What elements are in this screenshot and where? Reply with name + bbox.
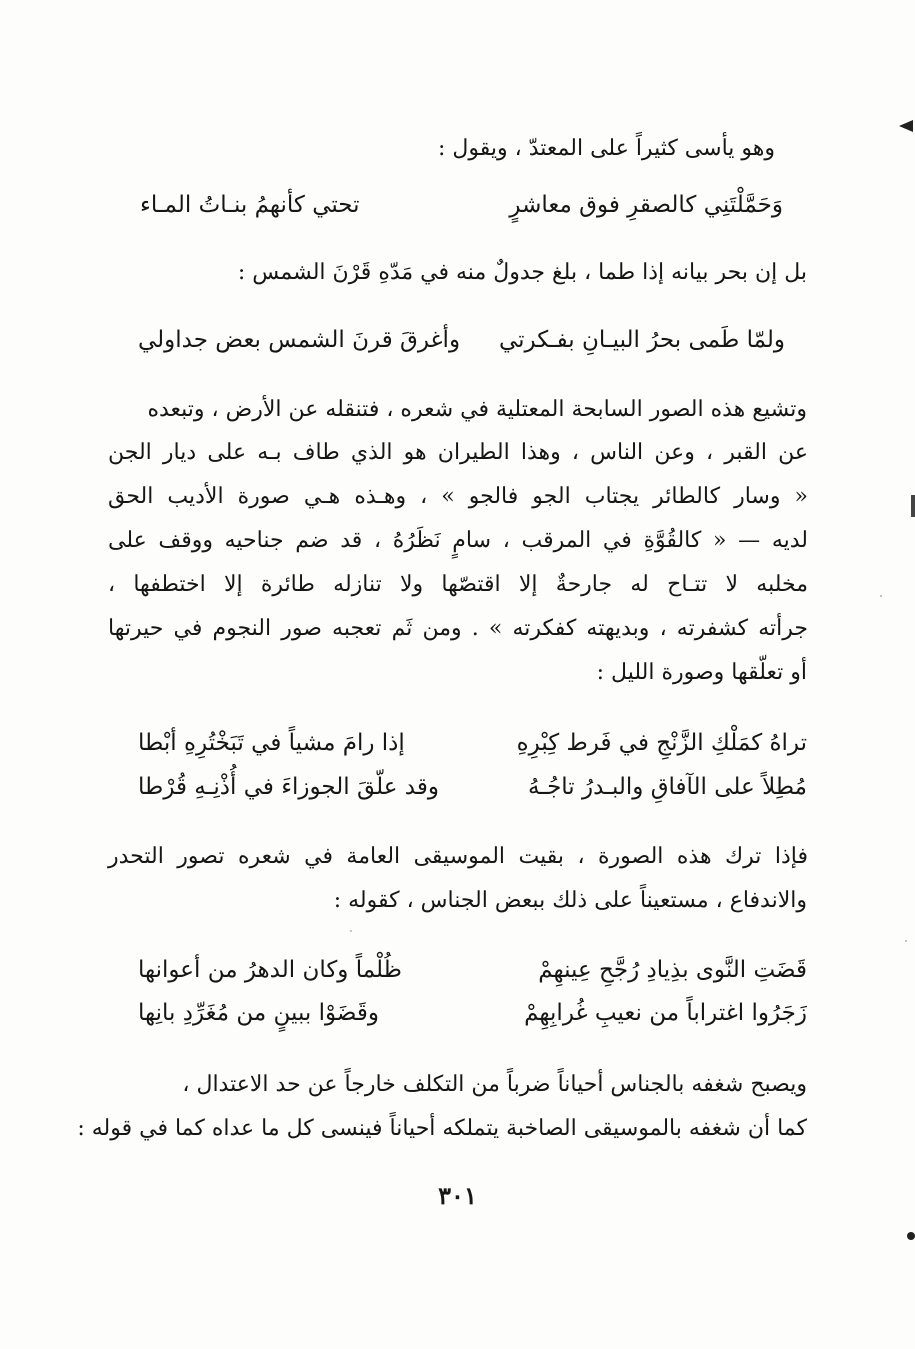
verse4-line1-left-hemistich: ظُلْماً وكان الدهرُ من أعوانها <box>138 957 402 983</box>
para1-line: بل إن بحر بيانه إذا طما ، بلغ جدولٌ منه في مَدّهِ قَرْنَ الشمس : <box>237 260 807 285</box>
para2-line-3: « وسار كالطائر يجتاب الجو فالجو » ، وهـذه هـي صورة الأديب الحق <box>108 484 808 509</box>
para2-line-5: مخلبه لا تتـاح له جارحةٌ إلا اقتصّها ولا تنازله طائرة إلا اختطفها ، <box>108 572 808 597</box>
para4-line-1: ويصبح شغفه بالجناس أحياناً ضرباً من التكلف خارجاً عن حد الاعتدال ، <box>182 1072 807 1097</box>
para2-line-6: جرأته كشفرته ، وبديهته كفكرته » . ومن ثَم تعجبه صور النجوم في حيرتها <box>108 616 808 641</box>
para3-line-2: والاندفاع ، مستعيناً على ذلك ببعض الجناس ، كقوله : <box>333 888 807 913</box>
verse3-line1-right-hemistich: تراهُ كمَلْكِ الزَّنْجِ في فَرط كِبْرِهِ <box>516 730 807 756</box>
verse1-left-hemistich: تحتي كأنهمُ بنـاتُ المـاء <box>140 192 360 218</box>
para2-line-4: لديه — « كالقُوَّةِ في المرقب ، سامٍ نَظَرُهُ ، قد ضم جناحيه ووقف على <box>108 528 808 553</box>
verse1-right-hemistich: وَحَمَّلْتَنِي كالصقرِ فوق معاشرٍ <box>509 192 783 218</box>
page-number: ٣٠١ <box>438 1181 477 1210</box>
binding-arrow-mark <box>899 120 913 132</box>
verse4-line2-left-hemistich: وقَضَوْا ببينٍ من مُغَرِّدِ بانِها <box>138 1000 379 1026</box>
intro-line: وهو يأسى كثيراً على المعتدّ ، ويقول : <box>438 136 775 161</box>
verse4-line2-right-hemistich: زَجَرُوا اغتراباً من نعيبِ غُرابِهِمْ <box>524 1000 807 1026</box>
para3-line-1: فإذا ترك هذه الصورة ، بقيت الموسيقى العامة في شعره تصور التحدر <box>108 844 808 869</box>
verse3-line2-right-hemistich: مُطِلاً على الآفاقِ والبـدرُ تاجُـهُ <box>528 774 807 800</box>
para2-line-7: أو تعلّقها وصورة الليل : <box>596 660 807 685</box>
binding-dot-mark <box>907 1232 915 1240</box>
verse2-left-hemistich: وأغرقَ قرنَ الشمس بعض جداولي <box>138 327 461 353</box>
paper-speckle <box>350 930 352 932</box>
verse3-line2-left-hemistich: وقد علّقَ الجوزاءَ في أُذْنِـهِ قُرْطا <box>138 774 439 800</box>
binding-edge-mark <box>911 495 915 517</box>
para4-line-2: كما أن شغفه بالموسيقى الصاخبة يتملكه أحياناً فينسى كل ما عداه كما في قوله : <box>77 1116 807 1141</box>
para2-line-2: عن القبر ، وعن الناس ، وهذا الطيران هو الذي طاف بـه على ديار الجن <box>108 440 808 465</box>
paper-speckle <box>905 940 907 942</box>
verse3-line1-left-hemistich: إذا رامَ مشياً في تَبَخْتُرِهِ أبْطا <box>138 730 405 756</box>
verse2-right-hemistich: ولمّا طَمى بحرُ البيـانِ بفـكرتي <box>498 327 785 353</box>
paper-speckle <box>880 595 882 597</box>
verse4-line1-right-hemistich: قَضَتِ النَّوى بذِيادِ رُجَّحِ عِينهِمْ <box>538 957 807 983</box>
para2-line-1: وتشيع هذه الصور السابحة المعتلية في شعره ، فتنقله عن الأرض ، وتبعده <box>147 397 807 422</box>
